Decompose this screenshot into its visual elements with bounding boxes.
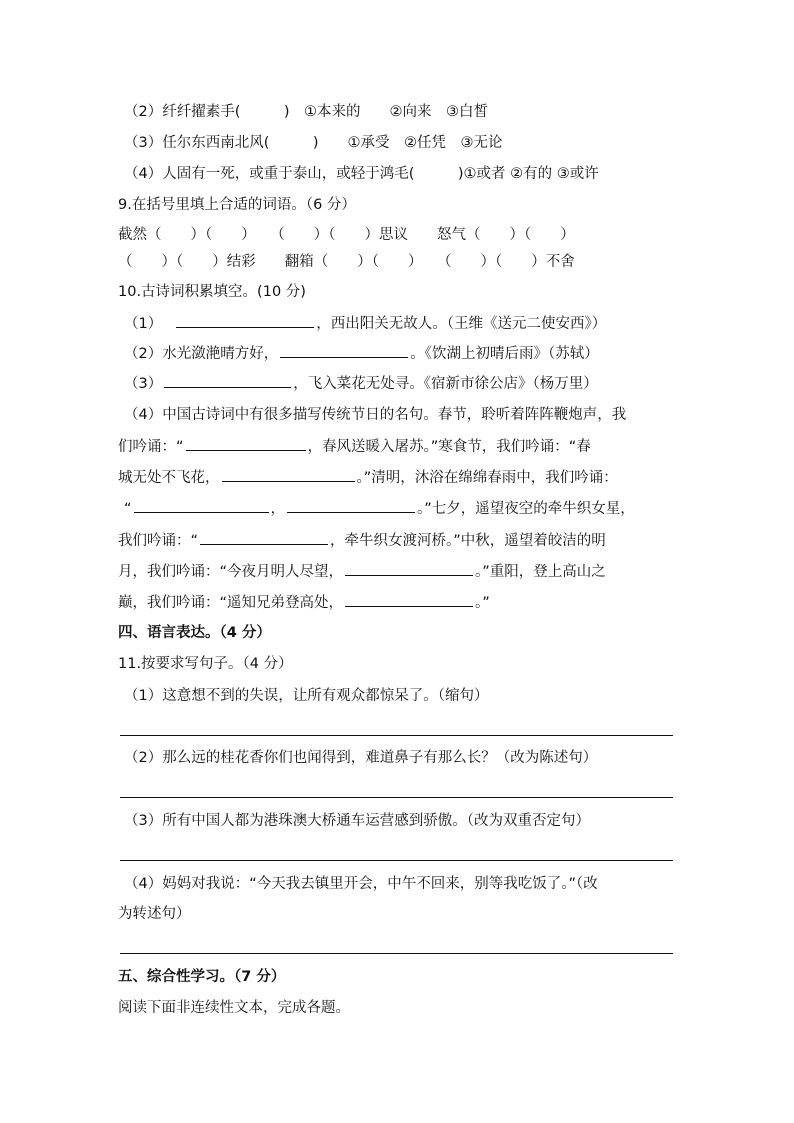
q8-item3: （3）任尔东西南北风( ) ①承受 ②任凭 ③无论	[124, 135, 503, 151]
q10-line5	[118, 436, 591, 457]
q10-title: 10.古诗词积累填空。(10 分)	[118, 284, 306, 300]
q10-line8-suffix: ，牵牛织女渡河桥。”中秋，遥望着皎洁的明	[330, 533, 606, 549]
q10-line9-suffix: 。”重阳，登上高山之	[475, 564, 606, 580]
q8-item4: （4）人固有一死，或重于泰山，或轻于鸿毛( )①或者 ②有的 ③或许	[124, 166, 599, 182]
q11-sentence2: （2）那么远的桂花香你们也闻得到，难道鼻子有那么长？（改为陈述句）	[124, 750, 598, 766]
q11-sentence3: （3）所有中国人都为港珠澳大桥通车运营感到骄傲。（改为双重否定句）	[124, 813, 590, 829]
q10-line8-prefix: 我们吟诵：“	[118, 533, 199, 549]
q10-line1-prefix: （1）	[124, 316, 163, 332]
section5-intro: 阅读下面非连续性文本，完成各题。	[118, 1000, 350, 1016]
q9-row1: 截然（ ）（ ） （ ）（ ）思议 怒气（ ）（ ）	[118, 227, 575, 243]
answer-line[interactable]	[120, 953, 673, 954]
answer-blank[interactable]	[345, 561, 473, 576]
q10-line5-prefix: 们吟诵：“	[118, 439, 184, 455]
section4-heading: 四、语言表达。（4 分）	[118, 625, 271, 641]
q10-line7	[124, 498, 635, 519]
q10-line6-suffix: 。”清明，沐浴在绵绵春雨中，我们吟诵：	[356, 470, 618, 486]
answer-blank[interactable]	[345, 592, 473, 607]
answer-blank[interactable]	[222, 467, 355, 482]
q10-line2-suffix: 。《饮湖上初晴后雨》（苏轼）	[410, 346, 599, 362]
q10-line3-suffix: ，飞入菜花无处寻。《宿新市徐公店》（杨万里）	[293, 376, 598, 392]
q10-line8	[118, 530, 606, 551]
q10-line5-suffix: ，春风送暖入屠苏。”寒食节，我们吟诵：“春	[307, 439, 591, 455]
q10-line6	[118, 467, 618, 488]
answer-line[interactable]	[120, 735, 673, 736]
q10-line1-suffix: ，西出阳关无故人。（王维《送元二使安西》）	[316, 316, 607, 332]
answer-line[interactable]	[120, 797, 673, 798]
answer-blank[interactable]	[200, 530, 328, 545]
q9-title: 9.在括号里填上合适的词语。（6 分）	[118, 197, 356, 213]
q10-line7-mid: ，	[270, 501, 286, 517]
q11-title: 11.按要求写句子。（4 分）	[118, 656, 293, 672]
q10-line10-suffix: 。”	[475, 595, 490, 611]
answer-line[interactable]	[120, 860, 673, 861]
q10-line9-prefix: 月，我们吟诵：“今夜月明人尽望，	[118, 564, 344, 580]
q11-sentence1: （1）这意想不到的失误，让所有观众都惊呆了。（缩句）	[124, 688, 489, 704]
q9-row2: （ ）（ ）结彩 翻箱（ ）（ ） （ ）（ ）不舍	[118, 254, 575, 270]
answer-blank[interactable]	[186, 436, 306, 451]
q11-sentence4-cont: 为转述句）	[118, 906, 191, 922]
answer-blank[interactable]	[280, 343, 408, 358]
q10-line4: （4）中国古诗词中有很多描写传统节日的名句。春节，聆听着阵阵鞭炮声，我	[124, 407, 627, 423]
q10-line9	[118, 561, 606, 582]
q10-line10	[118, 592, 490, 613]
q10-line3	[124, 373, 598, 394]
q8-item2: （2）纤纤擢素手( ) ①本来的 ②向来 ③白皙	[124, 104, 489, 120]
q10-line6-prefix: 城无处不飞花，	[118, 470, 220, 486]
q10-line10-prefix: 巅，我们吟诵：“遥知兄弟登高处，	[118, 595, 344, 611]
q10-line2	[124, 343, 599, 364]
answer-blank[interactable]	[287, 498, 415, 513]
q10-line7-prefix: “	[124, 501, 132, 517]
q10-line7-suffix: 。”七夕，遥望夜空的牵牛织女星，	[417, 501, 635, 517]
answer-blank[interactable]	[164, 373, 291, 388]
answer-blank[interactable]	[134, 498, 269, 513]
section5-heading: 五、综合性学习。（7 分）	[118, 969, 286, 985]
answer-blank[interactable]	[176, 313, 314, 328]
q10-line1	[124, 313, 606, 334]
q11-sentence4: （4）妈妈对我说：“今天我去镇里开会，中午不回来，别等我吃饭了。”（改	[124, 876, 598, 892]
q10-line3-prefix: （3）	[124, 376, 163, 392]
q10-line2-prefix: （2）水光潋滟晴方好，	[124, 346, 279, 362]
